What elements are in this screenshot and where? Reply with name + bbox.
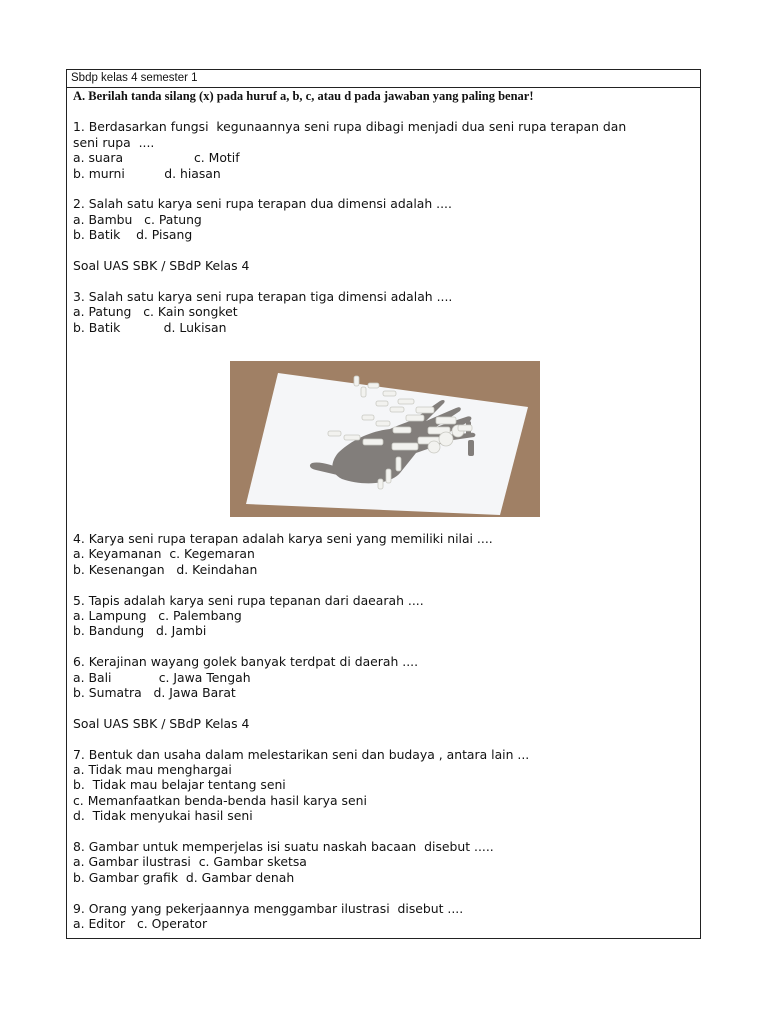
question-8-text: 8. Gambar untuk memperjelas isi suatu naskah bacaan disebut ..... xyxy=(73,839,494,855)
question-1-options-bd: b. murni d. hiasan xyxy=(73,165,221,181)
question-4-options-ac: a. Keyamanan c. Kegemaran xyxy=(73,546,255,562)
question-1-text: 1. Berdasarkan fungsi kegunaannya seni rupa dibagi menjadi dua seni rupa terapan dan xyxy=(73,119,627,135)
question-7-option-d: d. Tidak menyukai hasil seni xyxy=(73,808,253,824)
question-3-text: 3. Salah satu karya seni rupa terapan tiga dimensi adalah .... xyxy=(73,288,453,304)
question-7-option-b: b. Tidak mau belajar tentang seni xyxy=(73,777,286,793)
question-5-text: 5. Tapis adalah karya seni rupa tepanan dari daearah .... xyxy=(73,592,424,608)
question-9-text: 9. Orang yang pekerjaannya menggambar ilustrasi disebut .... xyxy=(73,900,464,916)
question-5-options-bd: b. Bandung d. Jambi xyxy=(73,623,207,639)
question-3-options-bd: b. Batik d. Lukisan xyxy=(73,319,227,335)
question-2-options-ac: a. Bambu c. Patung xyxy=(73,211,202,227)
question-6-options-ac: a. Bali c. Jawa Tengah xyxy=(73,669,251,685)
question-4-options-bd: b. Kesenangan d. Keindahan xyxy=(73,561,258,577)
question-1-options-ac: a. suara c. Motif xyxy=(73,150,240,166)
question-8-options-bd: b. Gambar grafik d. Gambar denah xyxy=(73,869,295,885)
question-7-text: 7. Bentuk dan usaha dalam melestarikan seni dan budaya , antara lain ... xyxy=(73,746,530,762)
skeleton-hand-photo xyxy=(230,361,540,517)
question-8-options-ac: a. Gambar ilustrasi c. Gambar sketsa xyxy=(73,854,307,870)
question-2-text: 2. Salah satu karya seni rupa terapan dua dimensi adalah .... xyxy=(73,196,452,212)
section-label: Soal UAS SBK / SBdP Kelas 4 xyxy=(73,258,250,274)
question-7-option-c: c. Memanfaatkan benda-benda hasil karya seni xyxy=(73,792,367,808)
instruction-text: A. Berilah tanda silang (x) pada huruf a, b, c, atau d pada jawaban yang paling benar! xyxy=(73,89,534,103)
worksheet-content xyxy=(67,89,700,932)
worksheet-title: Sbdp kelas 4 semester 1 xyxy=(67,70,700,88)
worksheet xyxy=(66,69,701,939)
section-label: Soal UAS SBK / SBdP Kelas 4 xyxy=(73,715,250,731)
question-1-text-cont: seni rupa .... xyxy=(73,134,155,150)
question-6-options-bd: b. Sumatra d. Jawa Barat xyxy=(73,685,236,701)
question-4-text: 4. Karya seni rupa terapan adalah karya seni yang memiliki nilai .... xyxy=(73,531,493,547)
question-2-options-bd: b. Batik d. Pisang xyxy=(73,227,193,243)
question-6-text: 6. Kerajinan wayang golek banyak terdpat di daerah .... xyxy=(73,654,419,670)
question-7-option-a: a. Tidak mau menghargai xyxy=(73,762,232,778)
question-9-options-ac: a. Editor c. Operator xyxy=(73,916,208,932)
question-5-options-ac: a. Lampung c. Palembang xyxy=(73,608,242,624)
question-3-options-ac: a. Patung c. Kain songket xyxy=(73,304,238,320)
